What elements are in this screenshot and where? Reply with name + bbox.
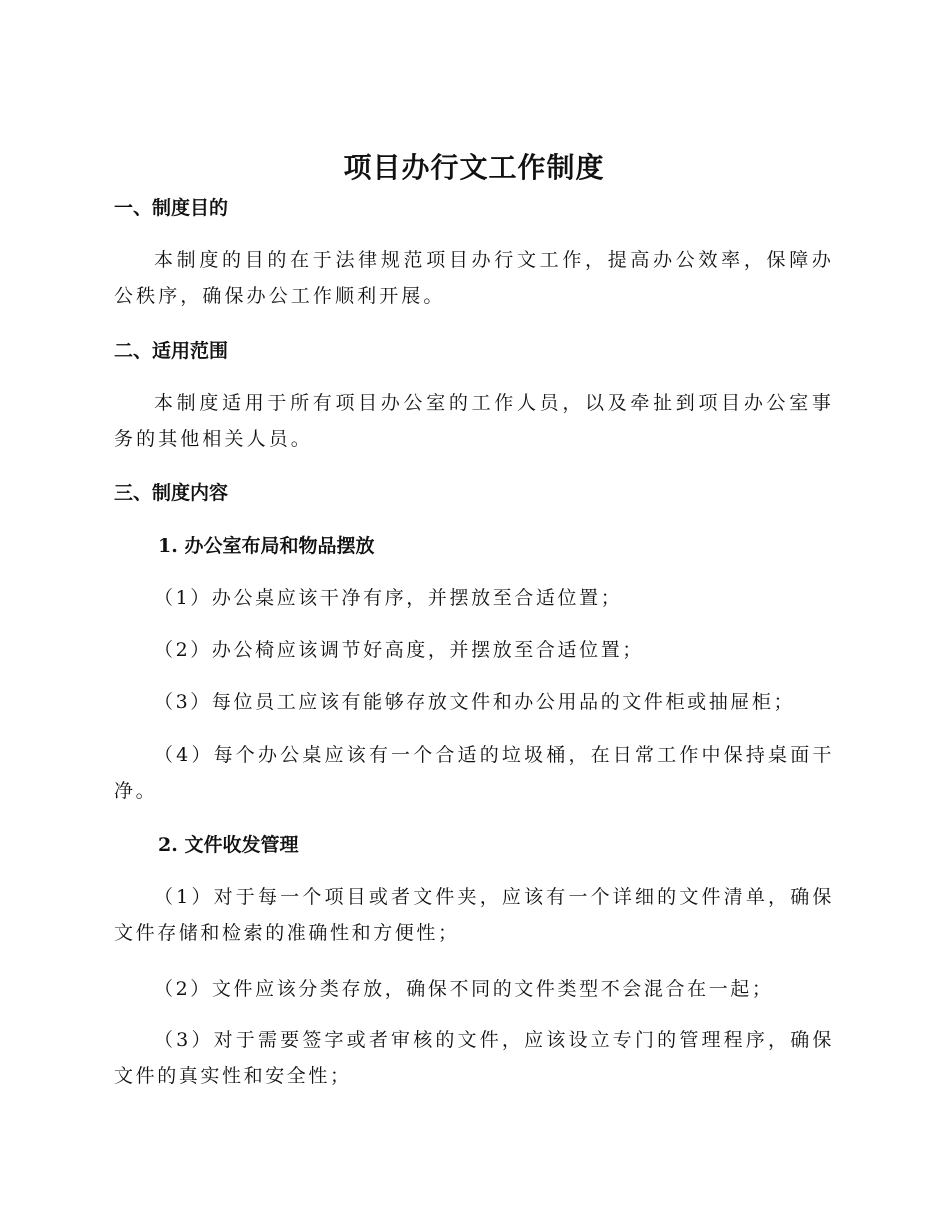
list-item: （3）每位员工应该有能够存放文件和办公用品的文件柜或抽屉柜； [154, 691, 796, 713]
document-title: 项目办行文工作制度 [343, 151, 605, 184]
subsection-heading-files: 2. 文件收发管理 [158, 834, 299, 856]
section-heading-purpose: 一、制度目的 [114, 197, 229, 219]
list-item: （2）文件应该分类存放，确保不同的文件类型不会混合在一起； [154, 978, 774, 1000]
list-item: （4）每个办公桌应该有一个合适的垃圾桶，在日常工作中保持桌面干净。 [114, 744, 834, 802]
list-item: （1）对于每一个项目或者文件夹，应该有一个详细的文件清单，确保文件存储和检索的准确性和方便性； [114, 886, 834, 944]
section-heading-content: 三、制度内容 [114, 482, 229, 504]
section-heading-scope: 二、适用范围 [114, 340, 229, 362]
list-item: （1）办公桌应该干净有序，并摆放至合适位置； [154, 587, 623, 609]
list-item: （2）办公椅应该调节好高度，并摆放至合适位置； [154, 639, 644, 661]
list-item: （3）对于需要签字或者审核的文件，应该设立专门的管理程序，确保文件的真实性和安全性； [114, 1029, 834, 1087]
section-paragraph-purpose: 本制度的目的在于法律规范项目办行文工作，提高办公效率，保障办公秩序，确保办公工作顺利开展。 [114, 249, 834, 307]
subsection-heading-layout: 1. 办公室布局和物品摆放 [158, 535, 375, 557]
section-paragraph-scope: 本制度适用于所有项目办公室的工作人员，以及牵扯到项目办公室事务的其他相关人员。 [114, 392, 834, 450]
